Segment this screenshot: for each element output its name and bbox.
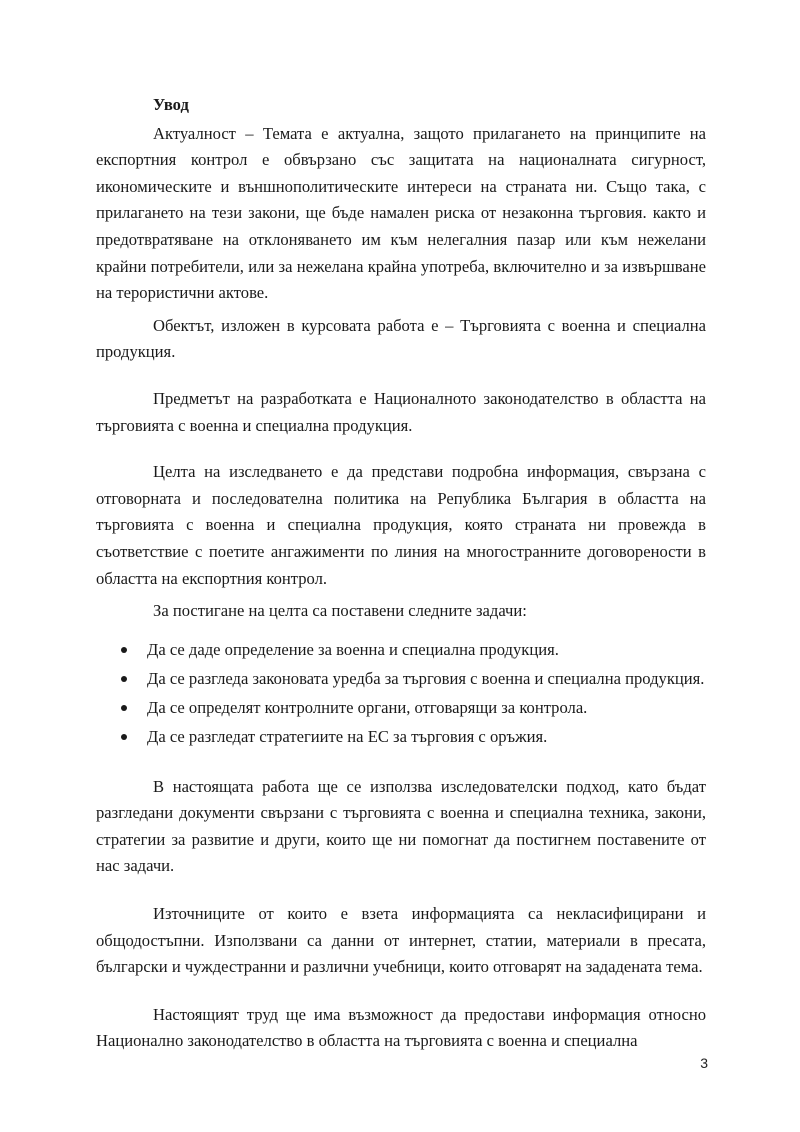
paragraph-method: В настоящата работа ще се използва изследователски подход, като бъдат разгледани документи свързани с търговията с военна и специална техника, закони, стратегии за развитие и други, които ще ни помогнат да постигнем поставените от нас задачи. xyxy=(96,776,706,876)
task-text: Да се определят контролните органи, отговарящи за контрола. xyxy=(147,697,588,717)
bullet-icon xyxy=(121,647,127,653)
task-text: Да се даде определение за военна и специална продукция. xyxy=(147,639,559,659)
list-item xyxy=(96,637,706,666)
bullet-icon xyxy=(121,676,127,682)
section-heading: Увод xyxy=(153,95,189,114)
list-item xyxy=(96,724,706,753)
task-text: Да се разгледат стратегиите на ЕС за търговия с оръжия. xyxy=(147,726,548,746)
paragraph-subject: Предметът на разработката е Националното законодателство в областта на търговията с военна и специална продукция. xyxy=(96,388,706,435)
task-text: Да се разгледа законовата уредба за търговия с военна и специална продукция. xyxy=(147,668,705,688)
page-body xyxy=(96,92,706,1055)
paragraph-goal: Целта на изследването е да представи подробна информация, свързана с отговорната и последователна политика на Република България в областта на търговията с военна и специална продукция, която страната ни провежда в съответствие с поетите ангажименти по линия на многостранните договорености в областта на експортния контрол. xyxy=(96,462,706,588)
paragraph-relevance: Актуалност – Темата е актуална, защото прилагането на принципите на експортния контрол е обвързано със защитата на националната сигурност, икономическите и външнополитическите интереси на страната ни. Също така, с прилагането на тези закони, ще бъде намален риска от незаконна търговия. както и предотвратяване на отклоняването им към нелегалния пазар или към нежелани крайни потребители, или за нежелана крайна употреба, включително и за извършване на терористични актове. xyxy=(96,123,706,303)
paragraph-sources: Източниците от които е взета информацията са некласифицирани и общодостъпни. Използвани са данни от интернет, статии, материали в пресата, български и чуждестранни и различни учебници, които отговарят на зададената тема. xyxy=(96,904,706,977)
page-number: 3 xyxy=(700,1055,708,1071)
list-item xyxy=(96,666,706,695)
paragraph-closing: Настоящият труд ще има възможност да предостави информация относно Национално законодателство в областта на търговията с военна и специална xyxy=(96,1004,706,1051)
tasks-list xyxy=(96,637,706,753)
bullet-icon xyxy=(121,705,127,711)
paragraph-object: Обектът, изложен в курсовата работа е – Търговията с военна и специална продукция. xyxy=(96,315,706,362)
tasks-intro: За постигане на целта са поставени следните задачи: xyxy=(153,601,527,621)
bullet-icon xyxy=(121,734,127,740)
list-item xyxy=(96,695,706,724)
